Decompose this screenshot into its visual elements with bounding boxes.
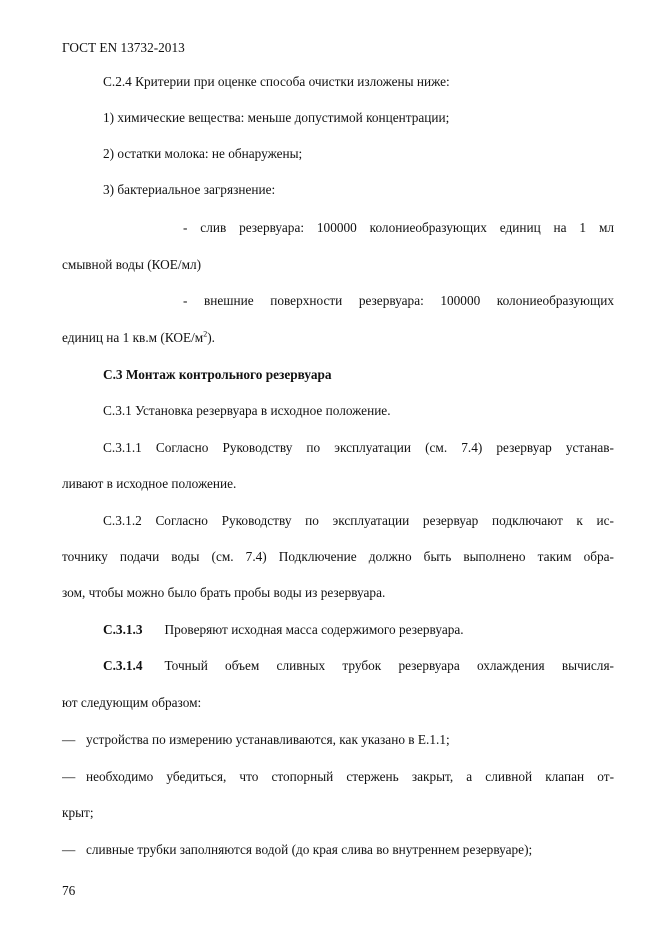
- tank-drain-criterion: - слив резервуара: 100000 колониеобразующих единиц на 1 мл: [183, 220, 614, 235]
- clause-number: С.3.1.4: [103, 658, 143, 673]
- list-item-3: 3) бактериальное загрязнение:: [103, 182, 276, 197]
- tank-surface-criterion: - внешние поверхности резервуара: 100000 колониеобразующих: [183, 293, 614, 308]
- dash-item-text: устройства по измерению устанавливаются, как указано в Е.1.1;: [86, 732, 450, 747]
- list-item-1: 1) химические вещества: меньше допустимой концентрации;: [103, 110, 450, 125]
- tank-drain-criterion-cont: смывной воды (КОЕ/мл): [62, 257, 202, 272]
- clause-c314-cont: ют следующим образом:: [62, 695, 202, 710]
- tank-surface-unit-end: ).: [207, 330, 215, 345]
- clause-c312: С.3.1.2 Согласно Руководству по эксплуатации резервуар подключают к ис-: [103, 513, 614, 528]
- dash-marker: —: [62, 732, 76, 747]
- clause-c24: С.2.4 Критерии при оценке способа очистки изложены ниже:: [103, 74, 450, 89]
- tank-surface-criterion-cont: [62, 330, 614, 346]
- dash-item-2-cont: крыт;: [62, 805, 94, 820]
- document-id-header: ГОСТ EN 13732-2013: [62, 40, 185, 55]
- clause-text: Проверяют исходная масса содержимого резервуара.: [164, 622, 464, 637]
- clause-c312-cont-1: точнику подачи воды (см. 7.4) Подключение должно быть выполнено таким обра-: [62, 549, 614, 564]
- tank-surface-unit-text: единиц на 1 кв.м (КОЕ/м: [62, 330, 204, 345]
- clause-c311: С.3.1.1 Согласно Руководству по эксплуатации (см. 7.4) резервуар устанав-: [103, 440, 614, 455]
- dash-marker: —: [62, 769, 76, 784]
- page-number: 76: [62, 883, 76, 898]
- clause-c31: С.3.1 Установка резервуара в исходное положение.: [103, 403, 391, 418]
- clause-number: С.3.1.3: [103, 622, 143, 637]
- clause-c313: [103, 622, 614, 638]
- list-item-2: 2) остатки молока: не обнаружены;: [103, 146, 303, 161]
- dash-item-2: [62, 769, 614, 785]
- clause-c314: [103, 658, 614, 674]
- clause-c312-cont-2: зом, чтобы можно было брать пробы воды из резервуара.: [62, 585, 386, 600]
- dash-item-3: [62, 842, 614, 858]
- dash-item-text: сливные трубки заполняются водой (до края слива во внутреннем резервуаре);: [86, 842, 533, 857]
- dash-item-text: необходимо убедиться, что стопорный стержень закрыт, а сливной клапан от-: [86, 769, 614, 784]
- dash-item-1: [62, 732, 614, 748]
- clause-text: Точный объем сливных трубок резервуара охлаждения вычисля-: [164, 658, 614, 673]
- dash-marker: —: [62, 842, 76, 857]
- clause-c311-cont: ливают в исходное положение.: [62, 476, 237, 491]
- section-heading-c3: С.3 Монтаж контрольного резервуара: [103, 367, 332, 382]
- superscript-2: 2: [203, 329, 208, 339]
